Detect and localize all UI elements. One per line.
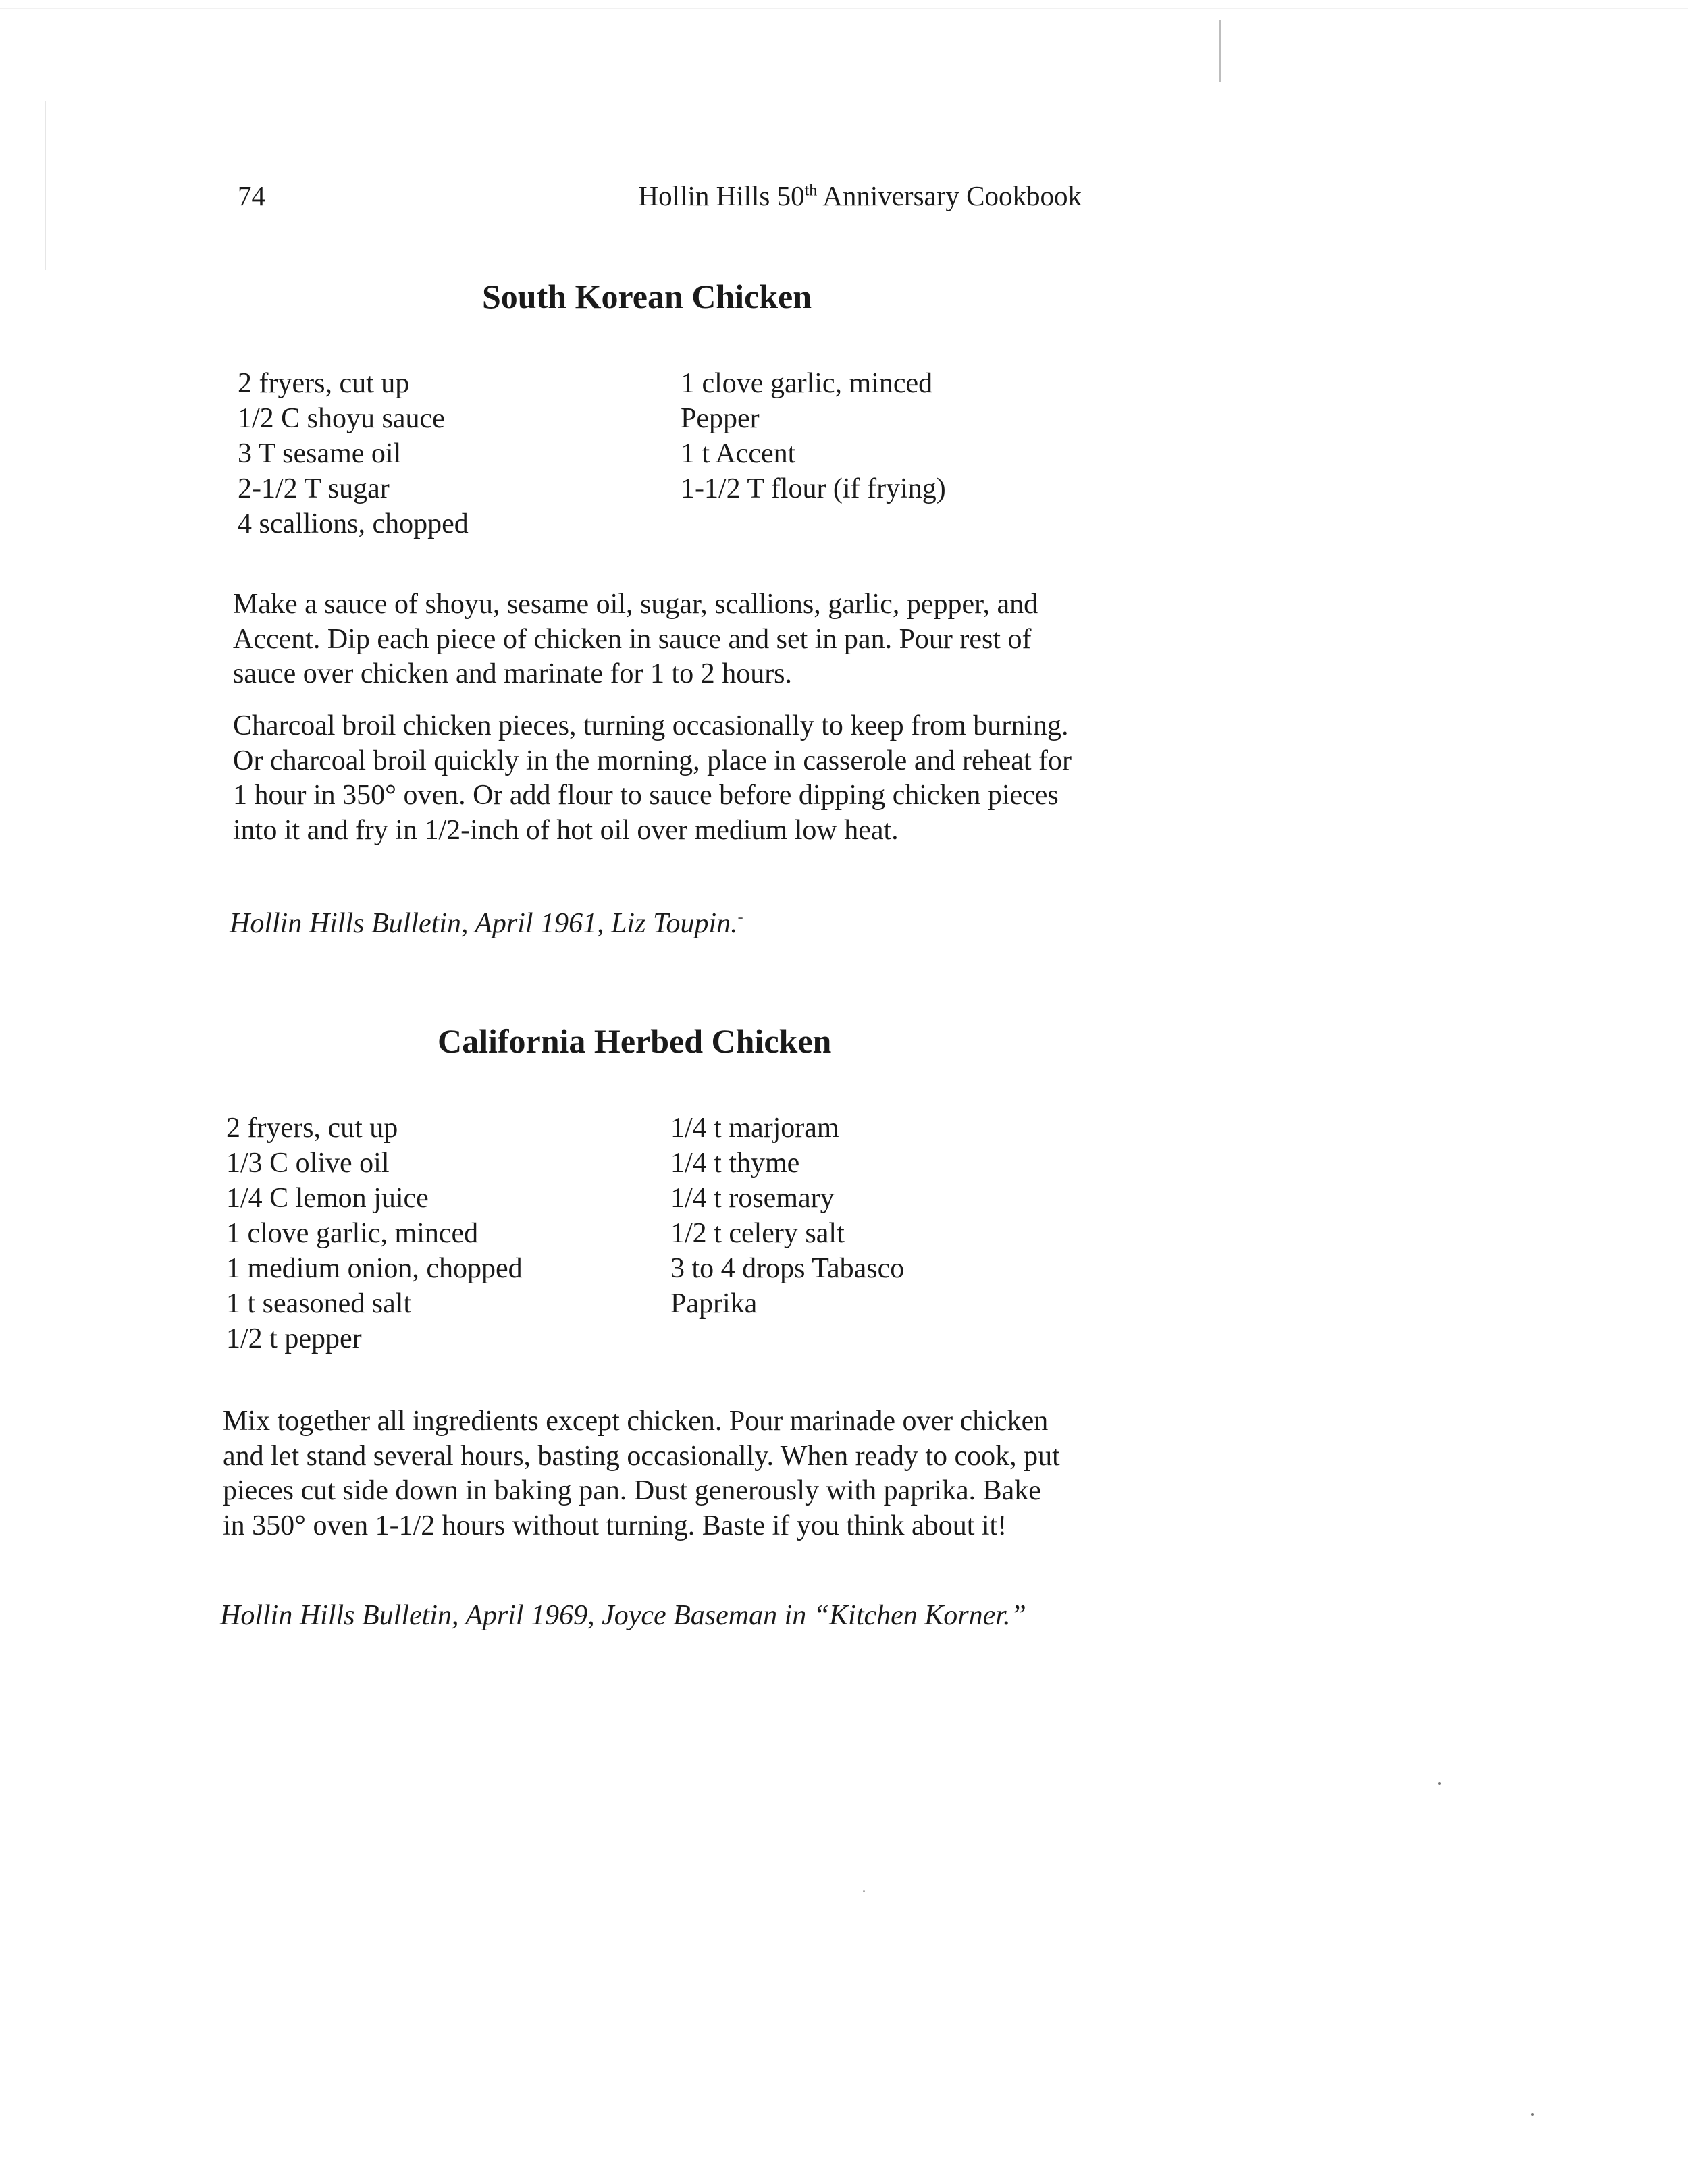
running-title-pre: Hollin Hills 50 <box>638 180 805 211</box>
ingredient: 1 medium onion, chopped <box>226 1253 523 1284</box>
ingredients-left <box>226 1111 523 1356</box>
ingredient: 1/4 t rosemary <box>670 1183 835 1214</box>
page-number: 74 <box>238 180 265 211</box>
ingredient: 1 t seasoned salt <box>226 1288 412 1319</box>
ingredients-right <box>670 1111 904 1321</box>
instructions-paragraph: Make a sauce of shoyu, sesame oil, sugar, scallions, garlic, pepper, and Accent. Dip each piece of chicken in sauce and set in pan. Pour rest of sauce over chicken and marinate for 1 to 2 hours. <box>233 589 1038 689</box>
ingredient: 1/3 C olive oil <box>226 1148 390 1179</box>
ingredient: Paprika <box>670 1288 758 1319</box>
recipe-source: Hollin Hills Bulletin, April 1969, Joyce Baseman in “Kitchen Korner.” <box>220 1600 1026 1631</box>
recipe-title: South Korean Chicken <box>482 277 812 315</box>
ingredient: 1 clove garlic, minced <box>681 368 933 399</box>
recipe-source <box>230 901 743 942</box>
ingredient: 4 scallions, chopped <box>238 508 469 539</box>
ingredient: 2 fryers, cut up <box>226 1113 398 1144</box>
scan-speck <box>1531 2113 1534 2116</box>
ingredient: 1/4 C lemon juice <box>226 1183 429 1214</box>
ingredient: 1/4 t marjoram <box>670 1113 839 1144</box>
ingredient: 1/2 t pepper <box>226 1323 362 1354</box>
recipe-title: California Herbed Chicken <box>438 1022 832 1060</box>
ingredient: 2-1/2 T sugar <box>238 473 390 504</box>
ingredient: 1/2 C shoyu sauce <box>238 403 445 434</box>
ingredient: Pepper <box>681 403 760 434</box>
page-header <box>238 180 1082 220</box>
ingredient: 1-1/2 T flour (if frying) <box>681 473 946 504</box>
ingredients-left <box>238 366 469 541</box>
scan-edge-top <box>0 8 1688 9</box>
scan-edge-right <box>1219 20 1221 82</box>
ingredient: 1/4 t thyme <box>670 1148 800 1179</box>
ingredient: 3 T sesame oil <box>238 438 402 469</box>
running-title <box>639 180 1082 212</box>
ingredient: 1 t Accent <box>681 438 796 469</box>
running-title-post: Anniversary Cookbook <box>817 180 1082 211</box>
instructions-paragraph: Charcoal broil chicken pieces, turning occasionally to keep from burning. Or charcoal broil quickly in the morning, place in casserole and reheat for 1 hour in 350° oven. Or add flour to sauce before dipping chicken pieces into it and fry in 1/2-inch of hot oil over medium low heat. <box>233 710 1072 846</box>
scan-edge-left <box>45 101 46 270</box>
recipe-source-text: Hollin Hills Bulletin, April 1961, Liz Toupin. <box>230 908 738 939</box>
ingredient: 3 to 4 drops Tabasco <box>670 1253 905 1284</box>
running-title-sup: th <box>804 182 818 200</box>
scan-speck <box>863 1890 865 1892</box>
ingredients-right <box>681 366 946 506</box>
ingredient: 1/2 t celery salt <box>670 1218 845 1249</box>
instructions-paragraph: Mix together all ingredients except chicken. Pour marinade over chicken and let stand several hours, basting occasionally. When ready to cook, put pieces cut side down in baking pan. Dust generously with paprika. Bake in 350° oven 1-1/2 hours without turning. Baste if you think about it! <box>223 1406 1060 1541</box>
stray-mark: - <box>737 909 743 926</box>
ingredient: 1 clove garlic, minced <box>226 1218 479 1249</box>
scan-speck <box>1438 1782 1441 1785</box>
ingredient: 2 fryers, cut up <box>238 368 410 399</box>
